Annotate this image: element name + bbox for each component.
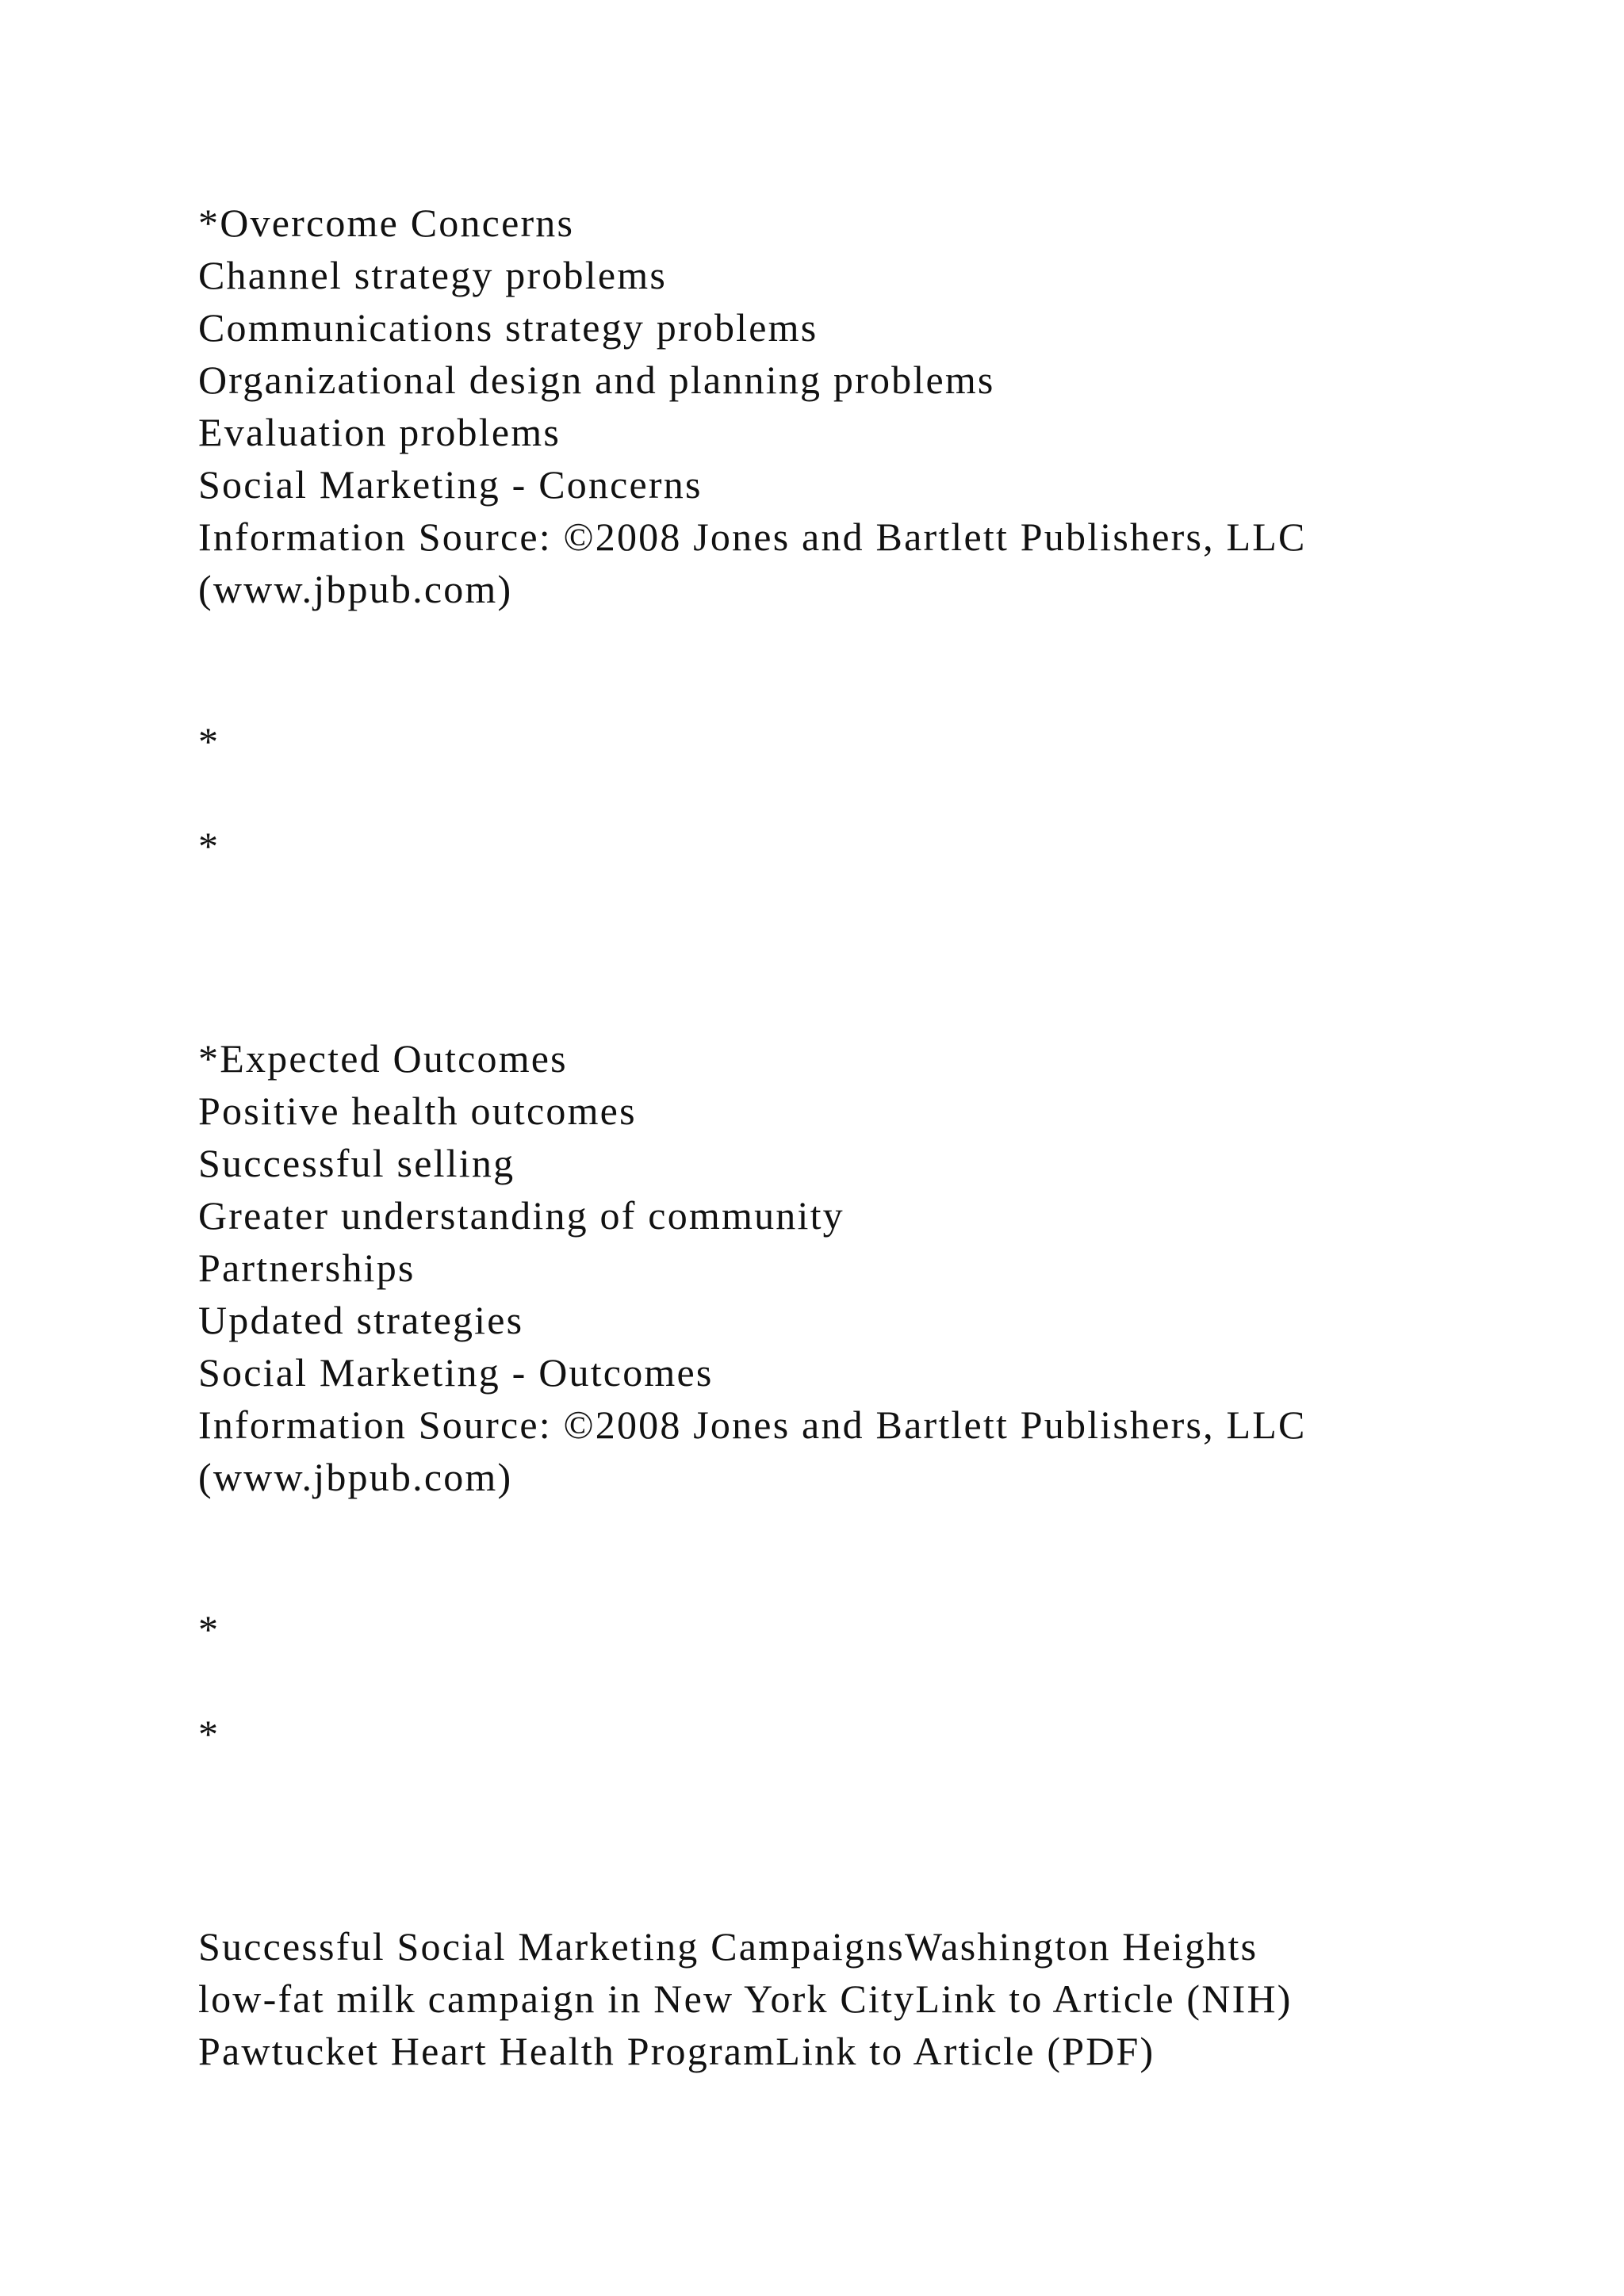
section-heading-concerns: *Overcome Concerns xyxy=(198,201,575,245)
list-item: Updated strategies xyxy=(198,1298,524,1342)
section-heading-outcomes: *Expected Outcomes xyxy=(198,1036,568,1081)
slide-title-concerns: Social Marketing - Concerns xyxy=(198,462,703,507)
list-item: Successful selling xyxy=(198,1141,515,1185)
list-item: Positive health outcomes xyxy=(198,1089,637,1133)
campaigns-line: Pawtucket Heart Health ProgramLink to Article (PDF) xyxy=(198,2029,1155,2073)
source-url: (www.jbpub.com) xyxy=(198,567,513,611)
separator-asterisk: * xyxy=(198,1607,220,1651)
slide-title-outcomes: Social Marketing - Outcomes xyxy=(198,1350,714,1395)
separator-asterisk: * xyxy=(198,1712,220,1756)
list-item: Greater understanding of community xyxy=(198,1193,845,1238)
list-item: Organizational design and planning problems xyxy=(198,358,995,402)
list-item: Partnerships xyxy=(198,1246,416,1290)
list-item: Evaluation problems xyxy=(198,410,561,454)
source-line: Information Source: ©2008 Jones and Bartlett Publishers, LLC xyxy=(198,515,1307,559)
separator-asterisk: * xyxy=(198,824,220,868)
list-item: Channel strategy problems xyxy=(198,253,667,297)
campaigns-line: Successful Social Marketing CampaignsWashington Heights xyxy=(198,1924,1258,1969)
source-url: (www.jbpub.com) xyxy=(198,1455,513,1499)
separator-asterisk: * xyxy=(198,719,220,763)
campaigns-line: low-fat milk campaign in New York CityLink to Article (NIH) xyxy=(198,1976,1293,2021)
list-item: Communications strategy problems xyxy=(198,305,818,350)
source-line: Information Source: ©2008 Jones and Bartlett Publishers, LLC xyxy=(198,1402,1307,1447)
